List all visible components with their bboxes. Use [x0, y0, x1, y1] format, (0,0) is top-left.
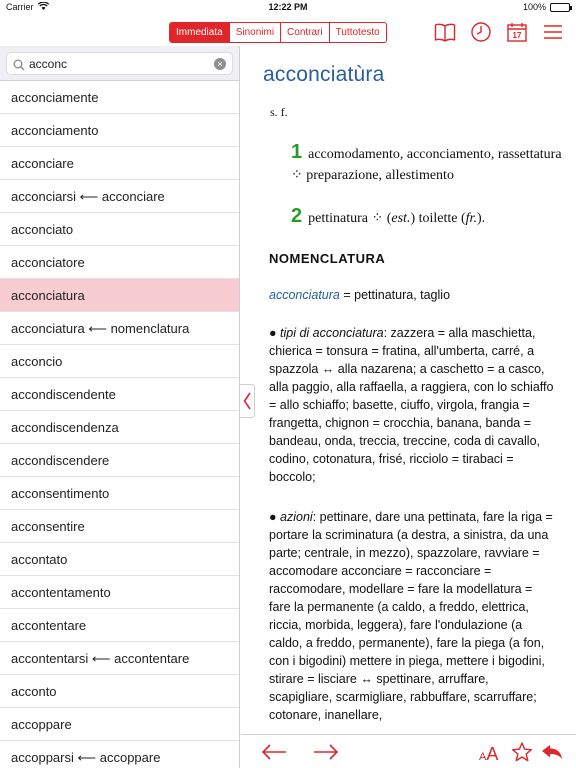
- search-bar: [0, 46, 239, 81]
- star-icon[interactable]: [511, 741, 533, 763]
- entry-panel: [241, 46, 576, 734]
- calendar-day: 17: [512, 31, 522, 40]
- types-text: : zazzera = alla maschietta, chierica = tonsura = fratina, all'umberta, carré, a spazzola ↔ alla nazarena; a caschetto = a casco, alla paggio, alla raffaella, a raggiera, con lo schiaffo = allo schiaffo; basette, ciuffo, virgola, frangia = frangetta, chignon = crocchia, banana, banda = bandeau, onda, treccia, treccine, coda di cavallo, codino, cotonatura, frisé, ricciolo = tirabaci = boccolo;: [269, 326, 554, 484]
- word-list-item[interactable]: accontentarsi ⟵ accontentare: [0, 642, 239, 675]
- clear-search-icon[interactable]: ×: [214, 58, 226, 70]
- sense-2-fr: fr.: [465, 211, 477, 226]
- word-list-item[interactable]: accondiscendere: [0, 444, 239, 477]
- nomenclature-types: [269, 324, 576, 486]
- word-list-item[interactable]: acconciare: [0, 147, 239, 180]
- font-large-icon: A: [486, 744, 499, 764]
- sense-2-text-b: ) toilette (: [410, 211, 466, 226]
- entry-grammar: s. f.: [270, 105, 288, 119]
- sense-2-number: 2: [291, 205, 303, 227]
- tab-contrari[interactable]: Contrari: [281, 23, 330, 42]
- battery-icon: [550, 3, 570, 12]
- nomenclature-keyword[interactable]: acconciatura: [269, 288, 340, 302]
- top-toolbar: [0, 16, 576, 46]
- sense-2: [291, 206, 576, 229]
- word-list: [0, 81, 239, 768]
- sense-1: [291, 142, 576, 186]
- word-list-item[interactable]: acconto: [0, 675, 239, 708]
- forward-arrow-icon[interactable]: [313, 741, 339, 763]
- word-list-item[interactable]: acconsentire: [0, 510, 239, 543]
- word-list-item[interactable]: acconciatore: [0, 246, 239, 279]
- word-list-item[interactable]: acconciamento: [0, 114, 239, 147]
- sense-1-number: 1: [291, 141, 303, 163]
- tab-immediata[interactable]: Immediata: [170, 23, 230, 42]
- toolbar-icons: [434, 20, 564, 44]
- status-bar: [0, 0, 576, 16]
- mode-segmented-control: [169, 22, 387, 43]
- font-size-button[interactable]: [479, 741, 498, 763]
- word-list-item[interactable]: acconciatura: [0, 279, 239, 312]
- font-small-icon: A: [479, 751, 487, 763]
- word-list-item[interactable]: acconciato: [0, 213, 239, 246]
- search-box: [6, 52, 233, 75]
- book-icon[interactable]: [434, 20, 456, 44]
- reply-icon[interactable]: [541, 741, 563, 763]
- actions-text: : pettinare, dare una pettinata, fare la riga = portare la scriminatura (a destra, a sinistra, da una parte; centrale, in mezzo), spazzolare, ravviare = accomodare acconciare = racconciare = raccomodare, modellare = fare la modellatura = fare la permanente (a caldo, a freddo, elettrica, riccia, morbida, leggera), fare l'ondulazione (a caldo, a freddo, permanente), fare la piega (a fon, con i bigodini) mettere in piega, mettere i bigodini, stirare = lisciare ↔ spettinare, arruffare, scapigliare, scarmigliare, rabbuffare, scarruffare; cotonare, inanellare,: [269, 510, 553, 722]
- nomenclature-rest: = pettinatura, taglio: [339, 288, 451, 302]
- word-list-item[interactable]: accondiscendenza: [0, 411, 239, 444]
- nomenclature-main: [269, 288, 576, 302]
- sense-1-text: accomodamento, acconciamento, rassettatura ⁘ preparazione, allestimento: [291, 147, 562, 183]
- types-label: tipi di acconciatura: [280, 326, 384, 340]
- calendar-icon[interactable]: [506, 20, 528, 44]
- word-list-item[interactable]: acconcio: [0, 345, 239, 378]
- tab-sinonimi[interactable]: Sinonimi: [230, 23, 281, 42]
- word-list-item[interactable]: acconciarsi ⟵ acconciare: [0, 180, 239, 213]
- clock-icon[interactable]: [470, 20, 492, 44]
- menu-icon[interactable]: [542, 20, 564, 44]
- bottom-toolbar: [241, 734, 576, 768]
- word-list-item[interactable]: acconciatura ⟵ nomenclatura: [0, 312, 239, 345]
- nomenclature-actions: [269, 508, 576, 724]
- status-right: [523, 2, 570, 12]
- battery-percent: 100%: [522, 2, 546, 12]
- word-list-item[interactable]: accontentare: [0, 609, 239, 642]
- word-list-item[interactable]: accondiscendente: [0, 378, 239, 411]
- search-input[interactable]: [29, 55, 209, 73]
- entry-headword: acconciatùra: [263, 63, 385, 86]
- search-icon: [13, 58, 25, 76]
- sense-2-text-c: ).: [476, 211, 486, 226]
- status-time: 12:22 PM: [268, 2, 308, 12]
- tab-tuttotesto[interactable]: Tuttotesto: [335, 27, 380, 38]
- sense-2-text-a: pettinatura ⁘ (: [308, 211, 392, 226]
- actions-label: azioni: [280, 510, 313, 524]
- word-list-panel: [0, 46, 240, 768]
- word-list-item[interactable]: accopparsi ⟵ accoppare: [0, 741, 239, 768]
- word-list-item[interactable]: accoppare: [0, 708, 239, 741]
- bullet: ●: [269, 510, 281, 524]
- sense-2-est: est.: [391, 211, 411, 226]
- bullet: ●: [269, 326, 281, 340]
- nomenclature-title: NOMENCLATURA: [269, 251, 386, 266]
- carrier-label: Carrier: [6, 2, 34, 12]
- word-list-item[interactable]: acconciamente: [0, 81, 239, 114]
- word-list-item[interactable]: accontato: [0, 543, 239, 576]
- back-arrow-icon[interactable]: [261, 741, 287, 763]
- word-list-item[interactable]: acconsentimento: [0, 477, 239, 510]
- word-list-item[interactable]: accontentamento: [0, 576, 239, 609]
